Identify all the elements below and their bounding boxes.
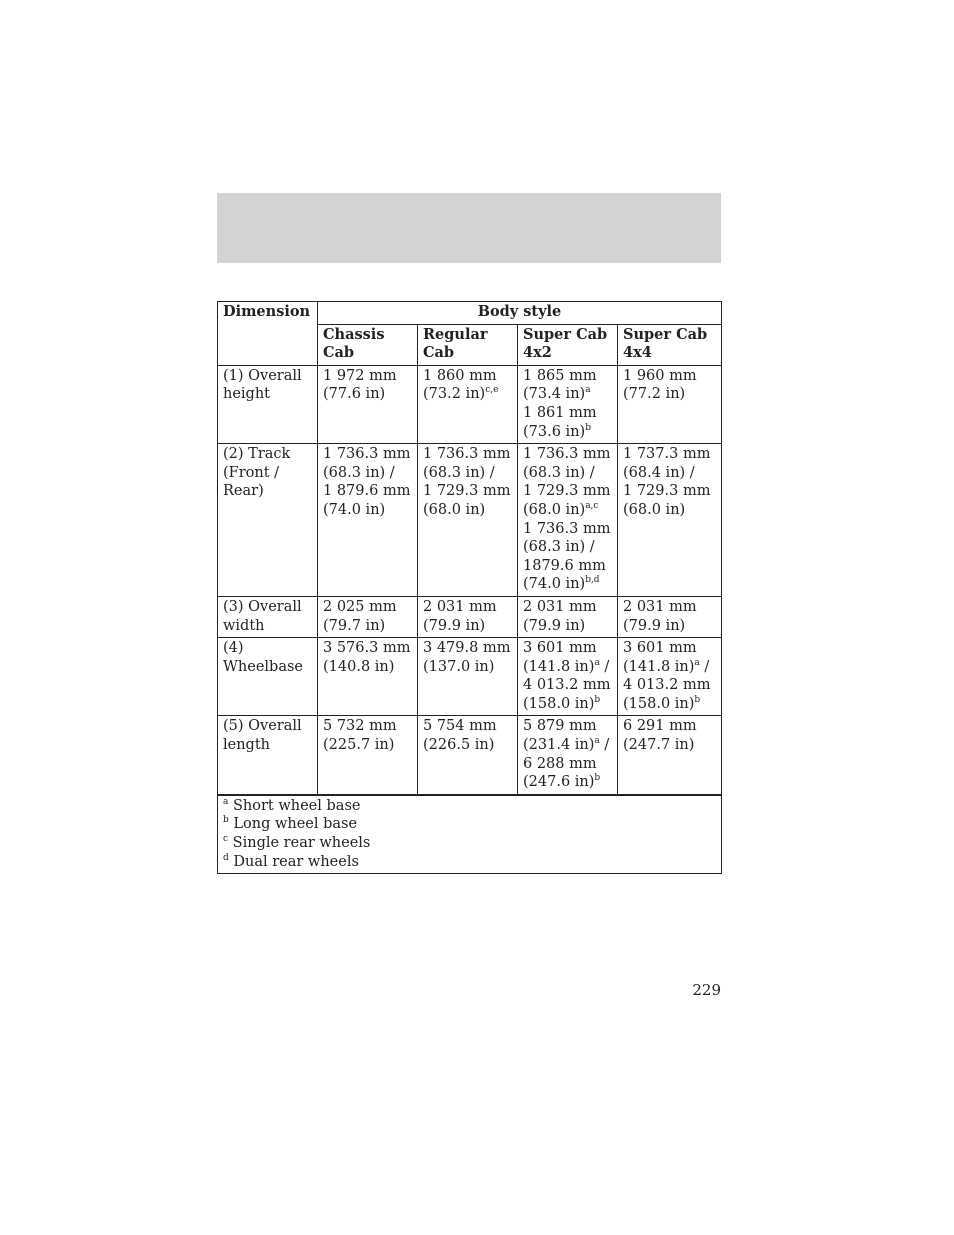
- footnotes-row: [218, 795, 722, 874]
- table-cell: 3 576.3 mm (140.8 in): [318, 638, 418, 716]
- column-header-chassis-cab: Chassis Cab: [318, 324, 418, 365]
- table-cell: 2 031 mm (79.9 in): [418, 596, 518, 637]
- footnote-marker: a,c: [585, 500, 599, 511]
- footnote-marker: a: [594, 736, 600, 747]
- row-label: (2) Track (Front / Rear): [218, 444, 318, 597]
- table-cell: 6 291 mm (247.7 in): [618, 716, 722, 795]
- table-row: [218, 365, 722, 443]
- footnote-item: $^b$ Long wheel base: [223, 815, 358, 833]
- table-cell: 1 736.3 mm (68.3 in) / 1 729.3 mm (68.0 in)$^{a,c}$ 1 736.3 mm (68.3 in) / 1879.6 mm (74.0 in)$^{b,d}$: [518, 444, 618, 597]
- table-row: [218, 638, 722, 716]
- table-cell: 1 865 mm (73.4 in)$^a$ 1 861 mm (73.6 in)$^b$: [518, 365, 618, 443]
- table-row: [218, 596, 722, 637]
- row-label: (3) Overall width: [218, 596, 318, 637]
- footnote-marker: a: [585, 385, 591, 396]
- footnote-marker: a: [594, 657, 600, 668]
- footnote-marker: a: [694, 657, 700, 668]
- footnote-marker: b: [694, 694, 701, 705]
- table-cell: 5 732 mm (225.7 in): [318, 716, 418, 795]
- table-row: [218, 444, 722, 597]
- table-cell: 1 737.3 mm (68.4 in) / 1 729.3 mm (68.0 in): [618, 444, 722, 597]
- section-header-band: [217, 193, 721, 263]
- row-label: (5) Overall length: [218, 716, 318, 795]
- table-cell: 1 860 mm (73.2 in)$^{c,e}$: [418, 365, 518, 443]
- footnote-item: $^a$ Short wheel base: [223, 796, 361, 814]
- table-cell: 3 601 mm (141.8 in)$^a$ / 4 013.2 mm (158.0 in)$^b$: [518, 638, 618, 716]
- footnotes: [218, 795, 722, 874]
- table-cell: 1 736.3 mm (68.3 in) / 1 729.3 mm (68.0 in): [418, 444, 518, 597]
- table-cell: 1 960 mm (77.2 in): [618, 365, 722, 443]
- row-label: (4) Wheelbase: [218, 638, 318, 716]
- row-label: (1) Overall height: [218, 365, 318, 443]
- footnote-marker: b: [594, 773, 601, 784]
- table-cell: 3 479.8 mm (137.0 in): [418, 638, 518, 716]
- table-header-row: [218, 302, 722, 325]
- table-cell: 2 031 mm (79.9 in): [518, 596, 618, 637]
- table-cell: 3 601 mm (141.8 in)$^a$ / 4 013.2 mm (158.0 in)$^b$: [618, 638, 722, 716]
- footnote-marker: b: [585, 422, 591, 433]
- table-cell: 1 736.3 mm (68.3 in) / 1 879.6 mm (74.0 in): [318, 444, 418, 597]
- column-header-regular-cab: Regular Cab: [418, 324, 518, 365]
- column-header-super-cab-4x2: Super Cab 4x2: [518, 324, 618, 365]
- dimensions-table: [217, 301, 722, 874]
- footnote-item: $^c$ Single rear wheels: [223, 834, 371, 852]
- column-header-super-cab-4x4: Super Cab 4x4: [618, 324, 722, 365]
- table-cell: 1 972 mm (77.6 in): [318, 365, 418, 443]
- table-cell: 2 031 mm (79.9 in): [618, 596, 722, 637]
- footnote-marker: b,d: [585, 575, 600, 586]
- footnote-item: $^d$ Dual rear wheels: [223, 852, 359, 870]
- dimension-header: Dimension: [218, 302, 318, 366]
- table-cell: 2 025 mm (79.7 in): [318, 596, 418, 637]
- table-cell: 5 754 mm (226.5 in): [418, 716, 518, 795]
- table-cell: 5 879 mm (231.4 in)$^a$ / 6 288 mm (247.6 in)$^b$: [518, 716, 618, 795]
- table-row: [218, 716, 722, 795]
- footnote-marker: b: [594, 694, 601, 705]
- page-number: 229: [692, 981, 721, 999]
- footnote-marker: c,e: [485, 385, 499, 396]
- body-style-header: Body style: [318, 302, 722, 325]
